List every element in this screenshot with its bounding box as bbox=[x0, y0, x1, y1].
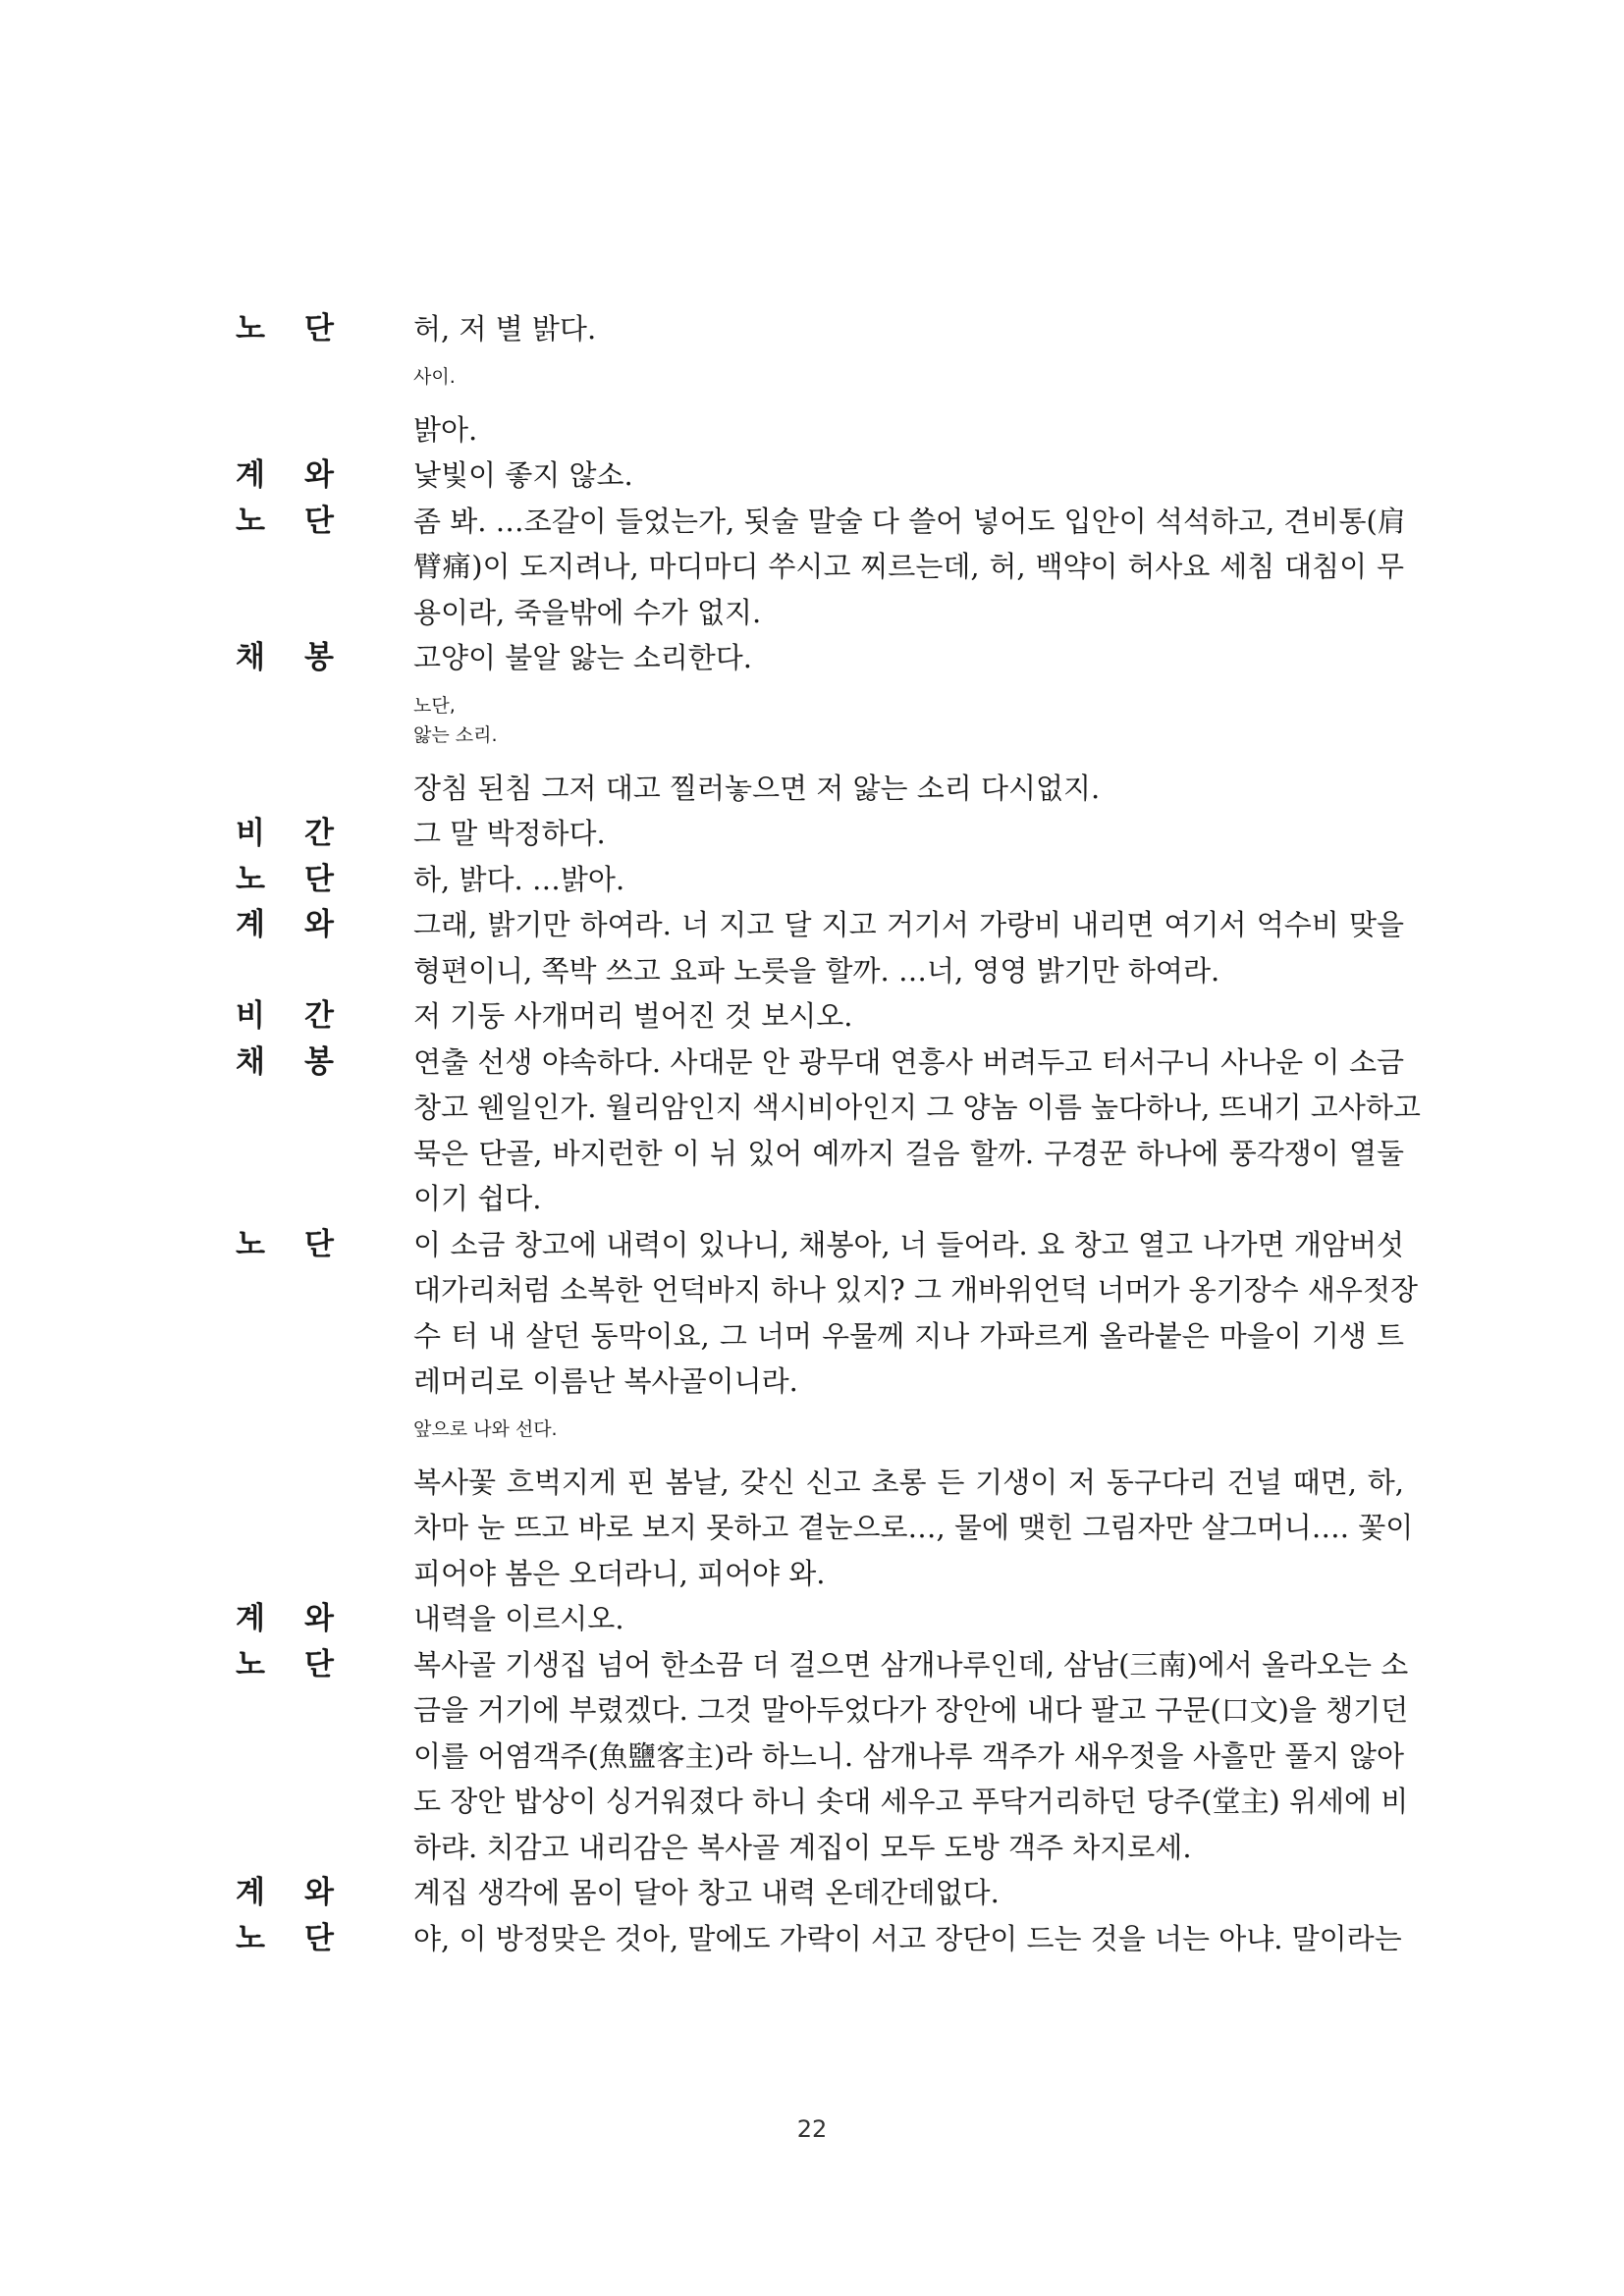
speaker-name bbox=[236, 993, 334, 1040]
dialogue-entry bbox=[236, 1040, 1421, 1222]
speech-line: 이 소금 창고에 내력이 있나니, 채봉아, 너 들어라. 요 창고 열고 나가면 개암버섯 bbox=[413, 1227, 1404, 1261]
dialogue-entry bbox=[236, 306, 1404, 453]
speaker-name bbox=[236, 499, 334, 545]
speaker-char: 계 bbox=[236, 907, 265, 942]
speaker-name bbox=[236, 306, 334, 352]
dialogue-entry bbox=[236, 993, 1404, 1040]
speaker-char: 간 bbox=[304, 816, 334, 851]
speaker-char: 노 bbox=[236, 1920, 265, 1956]
speech-line: 계집 생각에 몸이 달아 창고 내력 온데간데없다. bbox=[413, 1876, 1000, 1909]
dialogue-body bbox=[413, 993, 1404, 1040]
dialogue-entry bbox=[236, 857, 1404, 903]
speaker-char: 봉 bbox=[304, 640, 334, 675]
speaker-name bbox=[236, 1870, 334, 1916]
speaker-char: 와 bbox=[304, 1875, 334, 1910]
direction-line: 앓는 소리. bbox=[413, 723, 498, 746]
speech-line: 야, 이 방정맞은 것아, 말에도 가락이 서고 장단이 드는 것을 너는 아냐. 말이라는 bbox=[413, 1921, 1402, 1955]
speaker-char: 간 bbox=[304, 998, 334, 1034]
dialogue-entry bbox=[236, 1642, 1409, 1871]
dialogue-entry bbox=[236, 1916, 1404, 1962]
speaker-char: 단 bbox=[304, 1920, 334, 1956]
speech-line: 내력을 이르시오. bbox=[413, 1602, 624, 1635]
speech-line: 이기 쉽다. bbox=[413, 1182, 542, 1215]
speech bbox=[413, 857, 1404, 903]
speech bbox=[413, 635, 1404, 681]
speaker-char: 단 bbox=[304, 503, 334, 539]
speech bbox=[413, 499, 1404, 636]
speech-line: 차마 눈 뜨고 바로 보지 못하고 곁눈으로…, 물에 맺힌 그림자만 살그머니…. 꽃이 bbox=[413, 1511, 1414, 1544]
dialogue-body bbox=[413, 902, 1404, 993]
speech-line: 창고 웬일인가. 월리암인지 색시비아인지 그 양놈 이름 높다하나, 뜨내기 고사하고 bbox=[413, 1091, 1421, 1124]
speech-line: 좀 봐. …조갈이 들었는가, 됫술 말술 다 쓸어 넣어도 입안이 석석하고, 견비통(肩 bbox=[413, 504, 1406, 538]
speaker-char: 봉 bbox=[304, 1043, 334, 1080]
dialogue-entry bbox=[236, 499, 1404, 636]
dialogue-body bbox=[413, 1040, 1421, 1222]
speech-line: 하랴. 치감고 내리감은 복사골 계집이 모두 도방 객주 차지로세. bbox=[413, 1830, 1192, 1864]
speech bbox=[413, 1642, 1409, 1871]
speech bbox=[413, 1460, 1414, 1597]
dialogue-body bbox=[413, 1596, 1404, 1642]
stage-direction bbox=[413, 1405, 1404, 1460]
speech bbox=[413, 811, 1404, 857]
script-body bbox=[236, 306, 1421, 1961]
speaker-char: 채 bbox=[236, 640, 265, 675]
speech-line: 하, 밝다. …밝아. bbox=[413, 862, 625, 896]
speaker-name bbox=[236, 1916, 334, 1962]
speech bbox=[413, 1596, 1404, 1642]
speaker-char: 단 bbox=[304, 1646, 334, 1682]
dialogue-body bbox=[413, 857, 1404, 903]
speaker-name bbox=[236, 453, 334, 499]
speech bbox=[413, 902, 1404, 993]
stage-direction bbox=[413, 681, 1404, 766]
speech-line: 밝아. bbox=[413, 412, 478, 447]
speaker-char: 노 bbox=[236, 311, 265, 347]
speech-line: 수 터 내 살던 동막이요, 그 너머 우물께 지나 가파르게 올라붙은 마을이 기생 트 bbox=[413, 1318, 1404, 1353]
dialogue-body bbox=[413, 811, 1404, 857]
speaker-name bbox=[236, 1040, 334, 1086]
speech bbox=[413, 407, 1404, 454]
speech-line: 저 기둥 사개머리 벌어진 것 보시오. bbox=[413, 999, 853, 1033]
direction-line: 앞으로 나와 선다. bbox=[413, 1417, 558, 1440]
speech-line: 금을 거기에 부렸겠다. 그것 말아두었다가 장안에 내다 팔고 구문(口文)을 챙기던 bbox=[413, 1693, 1409, 1727]
page-number: 22 bbox=[796, 2115, 828, 2143]
speaker-char: 계 bbox=[236, 457, 265, 493]
speaker-char: 노 bbox=[236, 1646, 265, 1682]
speech-line: 도 장안 밥상이 싱거워졌다 하니 솟대 세우고 푸닥거리하던 당주(堂主) 위세에 비 bbox=[413, 1785, 1409, 1818]
dialogue-body bbox=[413, 635, 1404, 811]
speaker-char: 노 bbox=[236, 1226, 265, 1262]
speech-line: 연출 선생 야속하다. 사대문 안 광무대 연흥사 버려두고 터서구니 사나운 이 소금 bbox=[413, 1044, 1404, 1079]
speech-line: 허, 저 별 밝다. bbox=[413, 312, 597, 346]
dialogue-entry bbox=[236, 635, 1404, 811]
speech-line: 피어야 봄은 오더라니, 피어야 와. bbox=[413, 1556, 826, 1590]
speech-line: 복사꽃 흐벅지게 핀 봄날, 갖신 신고 초롱 든 기생이 저 동구다리 건널 때면, 하, bbox=[413, 1465, 1404, 1499]
dialogue-entry bbox=[236, 1222, 1418, 1597]
dialogue-body bbox=[413, 1222, 1418, 1597]
speaker-name bbox=[236, 635, 334, 681]
speaker-name bbox=[236, 1642, 334, 1688]
speech-line: 복사골 기생집 넘어 한소끔 더 걸으면 삼개나루인데, 삼남(三南)에서 올라오는 소 bbox=[413, 1647, 1409, 1682]
stage-direction bbox=[413, 352, 1404, 407]
speech-line: 형편이니, 쪽박 쓰고 요파 노릇을 할까. …너, 영영 밝기만 하여라. bbox=[413, 953, 1220, 988]
speaker-name bbox=[236, 902, 334, 948]
speech bbox=[413, 993, 1404, 1040]
speech-line: 臂痛)이 도지려나, 마디마디 쑤시고 찌르는데, 허, 백약이 허사요 세침 대침이 무 bbox=[413, 550, 1404, 583]
direction-line: 노단, bbox=[413, 694, 456, 717]
speaker-name bbox=[236, 857, 334, 903]
speaker-char: 비 bbox=[236, 816, 265, 851]
speech-line: 용이라, 죽을밖에 수가 없지. bbox=[413, 595, 762, 629]
direction-line: 사이. bbox=[413, 365, 456, 388]
speaker-char: 와 bbox=[304, 1601, 334, 1636]
dialogue-body bbox=[413, 1642, 1409, 1871]
dialogue-body bbox=[413, 1916, 1404, 1962]
speaker-char: 노 bbox=[236, 861, 265, 897]
speech-line: 레머리로 이름난 복사골이니라. bbox=[413, 1364, 798, 1398]
dialogue-body bbox=[413, 453, 1404, 499]
speech-line: 고양이 불알 앓는 소리한다. bbox=[413, 641, 753, 674]
speaker-name bbox=[236, 1596, 334, 1642]
speech bbox=[413, 453, 1404, 499]
dialogue-body bbox=[413, 1870, 1404, 1916]
speech bbox=[413, 766, 1404, 812]
dialogue-entry bbox=[236, 1870, 1404, 1916]
dialogue-entry bbox=[236, 1596, 1404, 1642]
speech bbox=[413, 1040, 1421, 1222]
speaker-name bbox=[236, 811, 334, 857]
speaker-char: 채 bbox=[236, 1043, 265, 1080]
dialogue-body bbox=[413, 499, 1404, 636]
speech-line: 그래, 밝기만 하여라. 너 지고 달 지고 거기서 가랑비 내리면 여기서 억수비 맞을 bbox=[413, 908, 1404, 941]
dialogue-entry bbox=[236, 453, 1404, 499]
speaker-char: 단 bbox=[304, 311, 334, 347]
speech-line: 그 말 박정하다. bbox=[413, 817, 606, 850]
speech-line: 대가리처럼 소복한 언덕바지 하나 있지? 그 개바위언덕 너머가 옹기장수 새우젓장 bbox=[413, 1273, 1418, 1307]
speech-line: 낯빛이 좋지 않소. bbox=[413, 458, 633, 492]
speech bbox=[413, 1870, 1404, 1916]
speech-line: 이를 어염객주(魚鹽客主)라 하느니. 삼개나루 객주가 새우젓을 사흘만 풀지 않아 bbox=[413, 1738, 1404, 1773]
speaker-char: 노 bbox=[236, 503, 265, 539]
speech bbox=[413, 1222, 1418, 1405]
speaker-char: 와 bbox=[304, 907, 334, 942]
dialogue-entry bbox=[236, 902, 1404, 993]
speaker-char: 단 bbox=[304, 861, 334, 897]
speaker-char: 비 bbox=[236, 998, 265, 1034]
speaker-char: 단 bbox=[304, 1226, 334, 1262]
dialogue-body bbox=[413, 306, 1404, 453]
speaker-name bbox=[236, 1222, 334, 1268]
speaker-char: 와 bbox=[304, 457, 334, 493]
speech-line: 장침 된침 그저 대고 찔러놓으면 저 앓는 소리 다시없지. bbox=[413, 771, 1101, 805]
speech-line: 묵은 단골, 바지런한 이 뉘 있어 예까지 걸음 할까. 구경꾼 하나에 풍각쟁이 열둘 bbox=[413, 1136, 1404, 1170]
speaker-char: 계 bbox=[236, 1875, 265, 1910]
speech bbox=[413, 306, 1404, 352]
speech bbox=[413, 1916, 1404, 1962]
dialogue-entry bbox=[236, 811, 1404, 857]
speaker-char: 계 bbox=[236, 1601, 265, 1636]
